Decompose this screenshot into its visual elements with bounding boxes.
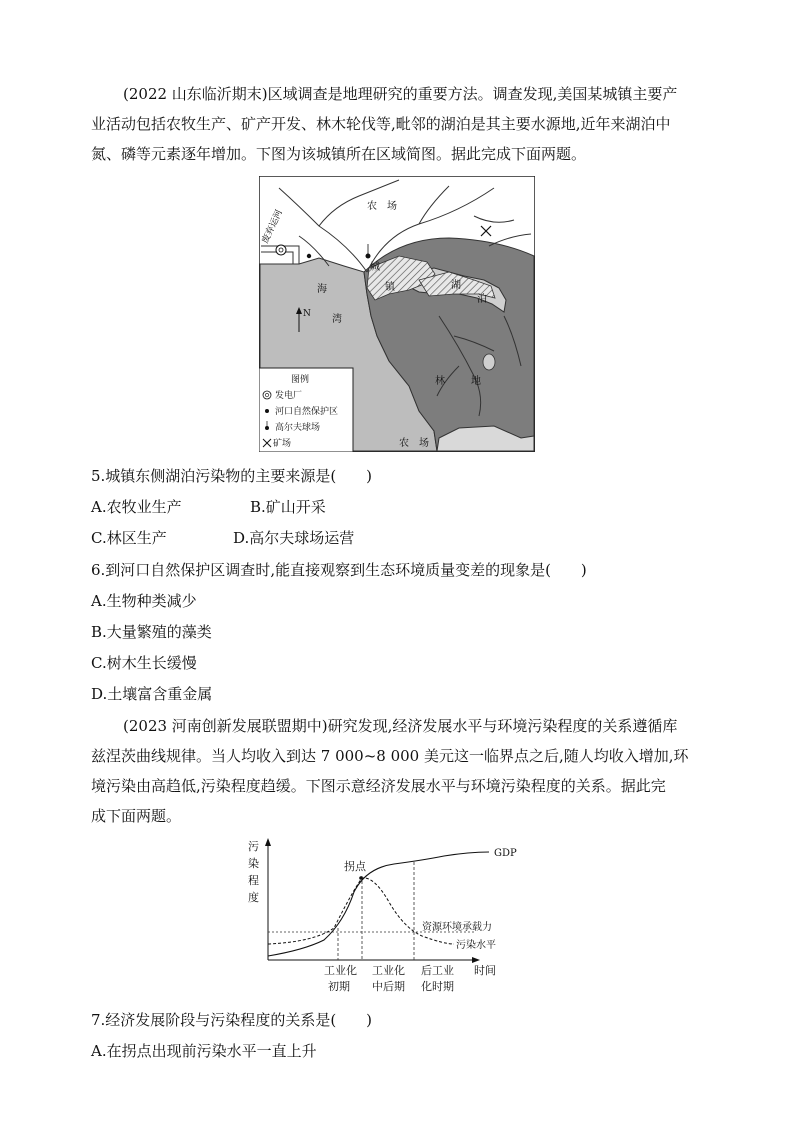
y-label-char-2: 染	[248, 857, 259, 870]
passage1-line-1: (2022 山东临沂期末)区域调查是地理研究的重要方法。调查发现,美国某城镇主要产	[123, 85, 678, 103]
legend-item-power-plant: 发电厂	[275, 391, 303, 401]
lake-label-2: 泊	[477, 294, 487, 305]
y-label-char-1: 污	[248, 840, 259, 853]
passage2-line-1: (2023 河南创新发展联盟期中)研究发现,经济发展水平与环境污染程度的关系遵循库	[123, 717, 678, 735]
passage1-line-3: 氮、磷等元素逐年增加。下图为该城镇所在区域简图。据此完成下面两题。	[91, 145, 587, 163]
map-legend	[259, 368, 353, 452]
category-label-1-line-1: 工业化	[324, 964, 357, 977]
inflection-point	[359, 876, 363, 880]
y-label-char-4: 度	[248, 891, 259, 904]
category-label-1-line-2: 初期	[328, 980, 350, 993]
series-label-pollution: 污染水平	[456, 940, 496, 951]
q6-option-b[interactable]: B.大量繁殖的藻类	[91, 623, 212, 641]
sea-label-2: 湾	[332, 314, 342, 325]
series-pollution-line	[268, 878, 454, 944]
q5-option-c[interactable]: C.林区生产	[91, 529, 167, 547]
canal-label: 废弃运河	[260, 208, 285, 246]
q6-option-d[interactable]: D.土壤富含重金属	[91, 685, 213, 703]
x-axis-label: 时间	[474, 964, 496, 977]
town-label-2: 镇	[385, 282, 395, 293]
forest-label-2: 地	[471, 376, 481, 387]
y-label-char-3: 程	[248, 874, 259, 887]
forest-label-1: 林	[435, 376, 445, 387]
category-label-2-line-2: 中后期	[372, 980, 405, 993]
legend-item-mine: 矿场	[273, 439, 292, 449]
legend-item-golf: 高尔夫球场	[275, 423, 321, 433]
q5-option-a[interactable]: A.农牧业生产	[91, 498, 182, 516]
q6-option-c[interactable]: C.树木生长缓慢	[91, 654, 197, 672]
region-map	[259, 176, 535, 452]
north-label: N	[303, 309, 311, 319]
town-label-1: 城	[370, 262, 380, 273]
farm-south-label: 农 场	[399, 438, 429, 449]
passage2-line-3: 境污染由高趋低,污染程度趋缓。下图示意经济发展水平与环境污染程度的关系。据此完	[91, 777, 666, 795]
category-label-3-line-2: 化时期	[421, 980, 454, 993]
q5-option-b[interactable]: B.矿山开采	[250, 498, 326, 516]
category-label-3-line-1: 后工业	[421, 964, 454, 977]
inflection-label: 拐点	[344, 860, 366, 873]
q7-option-a[interactable]: A.在拐点出现前污染水平一直上升	[91, 1042, 317, 1060]
series-label-gdp: GDP	[494, 848, 517, 859]
q6-option-a[interactable]: A.生物种类减少	[91, 592, 197, 610]
passage2-line-2: 兹涅茨曲线规律。当人均收入到达 7 000~8 000 美元这一临界点之后,随人均收入增加,环	[91, 747, 689, 765]
sea-label-1: 海	[317, 284, 327, 295]
power-plant-icon	[276, 245, 286, 255]
farm-north-label: 农 场	[367, 201, 397, 212]
q6-stem: 6.到河口自然保护区调查时,能直接观察到生态环境质量变差的现象是( )	[91, 561, 587, 579]
q5-stem: 5.城镇东侧湖泊污染物的主要来源是( )	[91, 467, 373, 485]
legend-title: 图例	[291, 375, 310, 385]
passage1-line-2: 业活动包括农牧生产、矿产开发、林木轮伐等,毗邻的湖泊是其主要水源地,近年来湖泊中	[91, 115, 671, 133]
legend-item-reserve: 河口自然保护区	[275, 407, 339, 417]
lake-label-1: 湖	[451, 280, 461, 291]
estuary-reserve-dot	[307, 254, 311, 258]
category-label-2-line-1: 工业化	[372, 964, 405, 977]
q7-stem: 7.经济发展阶段与污染程度的关系是( )	[91, 1011, 373, 1029]
kuznets-chart	[244, 832, 554, 1002]
q5-option-d[interactable]: D.高尔夫球场运营	[233, 529, 355, 547]
series-label-capacity: 资源环境承载力	[422, 922, 492, 933]
passage2-line-4: 成下面两题。	[91, 807, 182, 825]
